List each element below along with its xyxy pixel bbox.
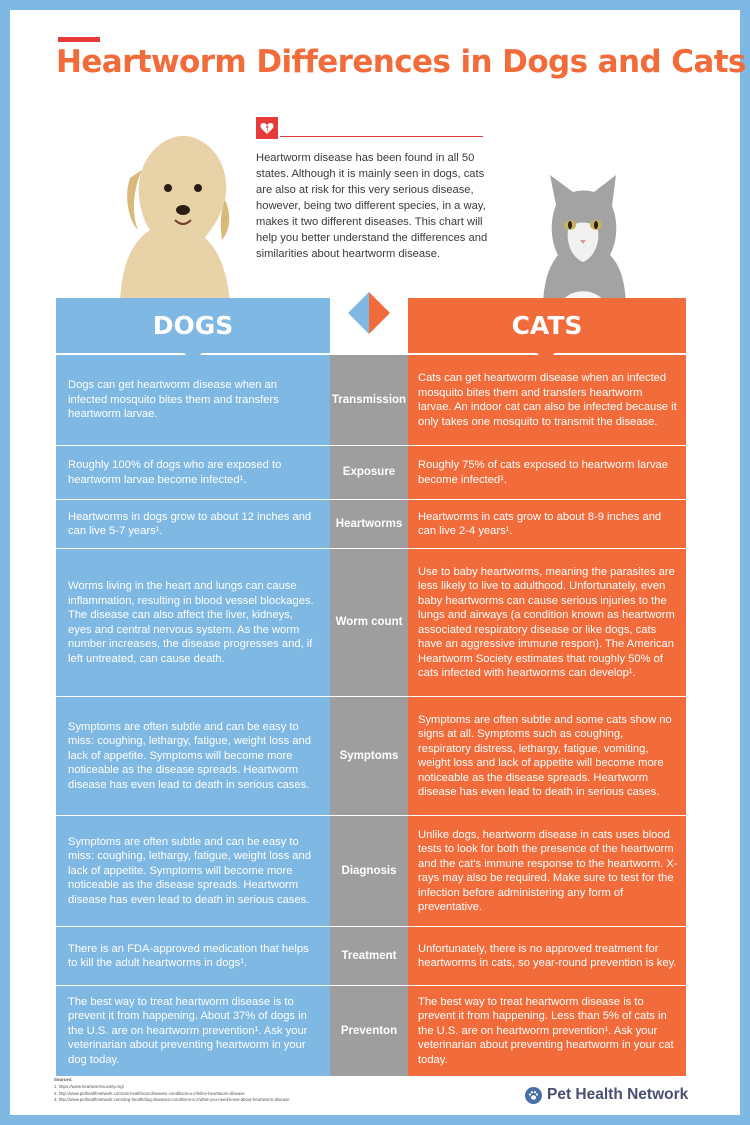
row-label: Worm count bbox=[330, 549, 408, 696]
dogs-column-header: DOGS bbox=[56, 298, 330, 353]
dog-cell: The best way to treat heartworm disease is to prevent it from happening. About 37% of dogs in the U.S. are on heartworm prevention¹. Ask your veterinarian about preventing heartworm in your dog today. bbox=[56, 986, 330, 1076]
cat-photo bbox=[528, 170, 638, 310]
source-link[interactable]: 3. http://www.pethealthnetwork.com/dog-health/dog-diseases-conditions-a-z/what-you-need-know-about-heartworm-disease bbox=[54, 1097, 290, 1103]
cats-column-header: CATS bbox=[408, 298, 686, 353]
sources-heading: Sources: bbox=[54, 1077, 73, 1082]
row-label: Preventon bbox=[330, 986, 408, 1076]
intro-paragraph: Heartworm disease has been found in all 50 states. Although it is mainly seen in dogs, cats are also at risk for this very serious disease, however, being two different species, in a way, makes it two different diseases. This chart will help you better understand the differences and similarities about heartworm disease. bbox=[256, 152, 488, 260]
cat-cell: Heartworms in cats grow to about 8-9 inches and can live 2-4 years¹. bbox=[408, 500, 686, 548]
row-prevention bbox=[56, 986, 686, 1076]
paw-icon bbox=[525, 1087, 542, 1104]
row-label: Exposure bbox=[330, 446, 408, 499]
cat-cell: Cats can get heartworm disease when an infected mosquito bites them and transfers heartworm larvae. An indoor cat can also be infected because it only takes one mosquito to transmit the disease. bbox=[408, 355, 686, 445]
intro-rule bbox=[280, 136, 483, 137]
broken-heart-icon bbox=[256, 117, 278, 139]
cat-cell: Symptoms are often subtle and some cats show no signs at all. Symptoms such as coughing, respiratory distress, lethargy, fatigue, vomiting, weight loss and lack of appetite will become more noticeable as the disease spreads. Heartworm disease has even lead to death in serious cases. bbox=[408, 697, 686, 815]
dog-cell: Worms living in the heart and lungs can cause inflammation, resulting in blood vessel blockages. The disease can also affect the liver, kidneys, eyes and central nervous system. As the worm number increases, the disease progresses and, if left untreated, can cause death. bbox=[56, 549, 330, 696]
row-worm-count bbox=[56, 549, 686, 696]
dog-cat-diamond-icon bbox=[348, 292, 390, 334]
row-exposure bbox=[56, 446, 686, 499]
infographic-page bbox=[10, 10, 746, 1115]
row-label: Diagnosis bbox=[330, 816, 408, 926]
row-label: Transmission bbox=[330, 355, 408, 445]
dog-cell: Symptoms are often subtle and can be easy to miss: coughing, lethargy, fatigue, weight loss and lack of appetite. Symptoms will become more noticeable as the disease spreads. Heartworm disease has even lead to death in serious cases. bbox=[56, 697, 330, 815]
dog-photo bbox=[80, 120, 260, 310]
dog-cell: Heartworms in dogs grow to about 12 inches and can live 5-7 years¹. bbox=[56, 500, 330, 548]
brand-logo bbox=[525, 1086, 688, 1104]
page-title: Heartworm Differences in Dogs and Cats bbox=[56, 44, 746, 80]
cat-cell: Roughly 75% of cats exposed to heartworm larvae become infected¹. bbox=[408, 446, 686, 499]
brand-name: Pet Health Network bbox=[547, 1086, 689, 1103]
row-heartworms bbox=[56, 500, 686, 548]
title-accent-bar bbox=[58, 37, 100, 42]
row-label: Heartworms bbox=[330, 500, 408, 548]
cat-cell: The best way to treat heartworm disease is to prevent it from happening. Less than 5% of cats in the U.S. are on heartworm prevention¹. Ask your veterinarian about preventing heartworm in your cat today. bbox=[408, 986, 686, 1076]
row-diagnosis bbox=[56, 816, 686, 926]
cat-cell: Unfortunately, there is no approved treatment for heartworms in cats, so year-round prevention is key. bbox=[408, 927, 686, 985]
source-link[interactable]: 2. http://www.pethealthnetwork.com/cat-health/cat-diseases-conditions-a-z/feline-heartworm-disease bbox=[54, 1090, 245, 1096]
dog-cell: Dogs can get heartworm disease when an infected mosquito bites them and transfers heartworm larvae. bbox=[56, 355, 330, 445]
dog-cell: Symptoms are often subtle and can be easy to miss: coughing, lethargy, fatigue, weight loss and lack of appetite. Symptoms will become more noticeable as the disease spreads. Heartworm disease has even lead to death in serious cases. bbox=[56, 816, 330, 926]
row-treatment bbox=[56, 927, 686, 985]
row-transmission bbox=[56, 355, 686, 445]
row-label: Treatment bbox=[330, 927, 408, 985]
source-link[interactable]: 1. https://www.heartwormsociety.org/ bbox=[54, 1083, 124, 1089]
cat-cell: Use to baby heartworms, meaning the parasites are less likely to live to adulthood. Unfortunately, even baby heartworms can cause serious injuries to the lungs and airways (a condition known as heartworm associated respiratory disease or like dogs, cats have an aggressive immune respon). The American Heartworm Society estimates that roughly 50% of cats infected with heartworms can develop¹. bbox=[408, 549, 686, 696]
dog-cell: Roughly 100% of dogs who are exposed to heartworm larvae become infected¹. bbox=[56, 446, 330, 499]
row-symptoms bbox=[56, 697, 686, 815]
row-label: Symptoms bbox=[330, 697, 408, 815]
dog-cell: There is an FDA-approved medication that helps to kill the adult heartworms in dogs¹. bbox=[56, 927, 330, 985]
cat-cell: Unlike dogs, heartworm disease in cats uses blood tests to look for both the presence of the heartworm and the cat's immune response to the heartworm. X-rays may also be required. Make sure to test for the infection before administering any form of preventative. bbox=[408, 816, 686, 926]
sources-list bbox=[54, 1077, 434, 1104]
